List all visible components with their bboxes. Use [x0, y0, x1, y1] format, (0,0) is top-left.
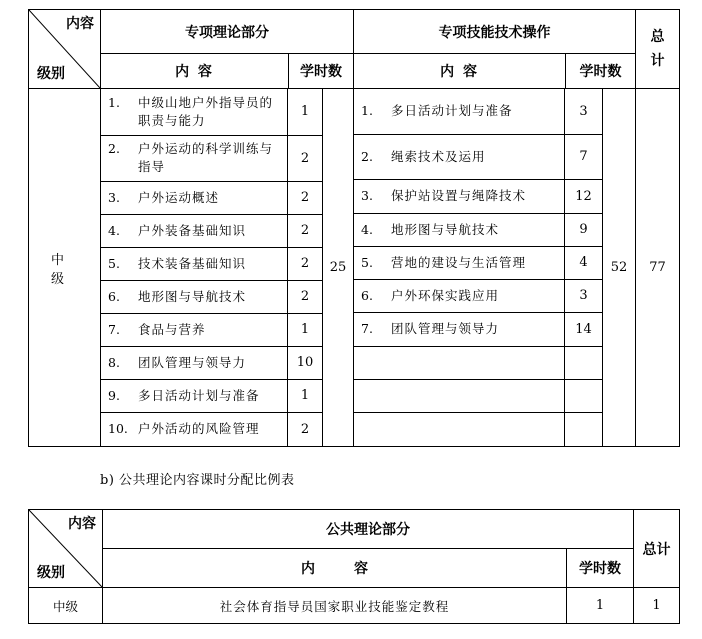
- theory-content-label: 内 容: [101, 54, 289, 89]
- item-row: [101, 214, 322, 247]
- item-number: 4.: [108, 222, 120, 238]
- skill-items-block: [354, 89, 603, 447]
- item-hours-cell: 10: [288, 346, 323, 379]
- item-number: 5.: [108, 255, 120, 271]
- public-total-cell: 1: [634, 588, 680, 624]
- item-row: [101, 181, 322, 214]
- item-number: 7.: [108, 321, 120, 337]
- item-text-cell: [101, 313, 288, 346]
- item-hours-cell: 9: [565, 213, 603, 246]
- item-text-cell: [354, 312, 565, 346]
- skill-hours-label: 学时数: [566, 54, 636, 89]
- item-row: [354, 213, 602, 246]
- theory-total: 25: [323, 89, 354, 447]
- public-hours-label: 学时数: [567, 549, 634, 588]
- item-title: 多日活动计划与准备: [138, 387, 260, 403]
- skill-content-label: 内 容: [354, 54, 566, 89]
- item-hours-cell: 1: [288, 379, 323, 412]
- item-row: [354, 312, 602, 346]
- theory-items-block: [101, 89, 323, 447]
- item-text-cell: [101, 89, 288, 135]
- item-row: [101, 280, 322, 313]
- public-content-cell: 社会体育指导员国家职业技能鉴定教程: [103, 588, 567, 624]
- item-hours-cell: 14: [565, 312, 603, 346]
- item-title: 户外运动概述: [138, 189, 220, 205]
- total-header: 总 计: [636, 10, 680, 89]
- corner-content-label: 内容: [66, 16, 94, 32]
- item-title: 技术装备基础知识: [138, 255, 247, 271]
- item-text-cell: [101, 346, 288, 379]
- item-text-cell: [101, 280, 288, 313]
- item-row: [354, 346, 602, 379]
- grand-total: 77: [636, 89, 680, 447]
- item-row: [101, 412, 322, 446]
- item-text-cell: [354, 213, 565, 246]
- item-number: 5.: [361, 254, 373, 270]
- corner-header: [29, 10, 101, 89]
- skill-items-table: [354, 89, 602, 446]
- item-hours-cell: 4: [565, 246, 603, 279]
- item-row: [354, 246, 602, 279]
- item-hours-cell: 2: [288, 181, 323, 214]
- item-number: 7.: [361, 321, 373, 336]
- item-row: [354, 379, 602, 412]
- item-row: [354, 134, 602, 179]
- item-text-cell: [101, 181, 288, 214]
- item-number: 6.: [361, 287, 373, 303]
- item-title: 地形图与导航技术: [138, 288, 247, 304]
- item-text-cell: [354, 412, 565, 446]
- item-row: [101, 89, 322, 135]
- item-title: 团队管理与领导力: [391, 321, 500, 336]
- item-hours-cell: 1: [288, 313, 323, 346]
- item-title: 保护站设置与绳降技术: [391, 188, 527, 203]
- item-number: 3.: [108, 189, 120, 205]
- item-title: 中级山地户外指导员的职责与能力: [138, 94, 274, 128]
- public-section-header: 公共理论部分: [103, 510, 634, 549]
- item-row: [354, 89, 602, 134]
- item-hours-cell: 3: [565, 89, 603, 134]
- item-number: 9.: [108, 387, 120, 403]
- item-number: 2.: [108, 141, 120, 156]
- theory-section-header: 专项理论部分: [101, 10, 354, 54]
- public-content-label: 内 容: [103, 549, 567, 588]
- item-number: 4.: [361, 221, 373, 237]
- item-hours-cell: 7: [565, 134, 603, 179]
- item-title: 绳索技术及运用: [391, 148, 486, 164]
- item-row: [101, 247, 322, 280]
- item-hours-cell: [565, 412, 603, 446]
- caption-public-theory: b) 公共理论内容课时分配比例表: [100, 473, 295, 488]
- item-text-cell: [354, 346, 565, 379]
- item-title: 户外活动的风险管理: [138, 421, 260, 437]
- corner-level-label-2: 级别: [37, 565, 65, 581]
- item-row: [101, 313, 322, 346]
- item-hours-cell: 2: [288, 280, 323, 313]
- item-number: 2.: [361, 148, 373, 164]
- item-title: 营地的建设与生活管理: [391, 254, 527, 270]
- item-text-cell: [354, 134, 565, 179]
- item-hours-cell: [565, 346, 603, 379]
- corner-header-2: [29, 510, 103, 588]
- item-title: 户外运动的科学训练与指导: [138, 141, 274, 174]
- item-text-cell: [354, 179, 565, 213]
- item-hours-cell: 12: [565, 179, 603, 213]
- item-hours-cell: 2: [288, 412, 323, 446]
- corner-content-label-2: 内容: [68, 516, 96, 532]
- corner-level-label: 级别: [37, 66, 65, 82]
- item-text-cell: [101, 135, 288, 181]
- item-text-cell: [101, 247, 288, 280]
- item-row: [101, 346, 322, 379]
- theory-hours-label: 学时数: [289, 54, 354, 89]
- item-row: [101, 379, 322, 412]
- item-number: 6.: [108, 288, 120, 304]
- item-hours-cell: 3: [565, 279, 603, 312]
- item-number: 1.: [108, 94, 120, 110]
- item-text-cell: [101, 412, 288, 446]
- item-text-cell: [101, 379, 288, 412]
- theory-items-table: [101, 89, 322, 446]
- item-number: 8.: [108, 354, 120, 370]
- item-hours-cell: 2: [288, 135, 323, 181]
- public-level-cell: 中级: [29, 588, 103, 624]
- item-text-cell: [354, 89, 565, 134]
- item-hours-cell: 1: [288, 89, 323, 135]
- item-text-cell: [354, 279, 565, 312]
- item-text-cell: [354, 379, 565, 412]
- item-title: 户外装备基础知识: [138, 222, 247, 238]
- skill-total: 52: [603, 89, 636, 447]
- public-hours-table: [28, 509, 680, 624]
- item-hours-cell: 2: [288, 214, 323, 247]
- item-title: 多日活动计划与准备: [391, 103, 513, 119]
- item-title: 地形图与导航技术: [391, 221, 500, 237]
- level-cell: 中 级: [29, 89, 101, 447]
- specialized-hours-table: [28, 9, 680, 447]
- item-hours-cell: [565, 379, 603, 412]
- item-number: 3.: [361, 188, 373, 203]
- skill-section-header: 专项技能技术操作: [354, 10, 636, 54]
- item-title: 团队管理与领导力: [138, 354, 247, 370]
- item-number: 10.: [108, 421, 128, 437]
- item-row: [354, 412, 602, 446]
- item-row: [354, 279, 602, 312]
- item-number: 1.: [361, 103, 373, 119]
- total-header-2: 总计: [634, 510, 680, 588]
- public-hours-cell: 1: [567, 588, 634, 624]
- item-text-cell: [101, 214, 288, 247]
- item-text-cell: [354, 246, 565, 279]
- item-title: 食品与营养: [138, 321, 206, 337]
- item-title: 户外环保实践应用: [391, 287, 500, 303]
- item-row: [354, 179, 602, 213]
- item-row: [101, 135, 322, 181]
- item-hours-cell: 2: [288, 247, 323, 280]
